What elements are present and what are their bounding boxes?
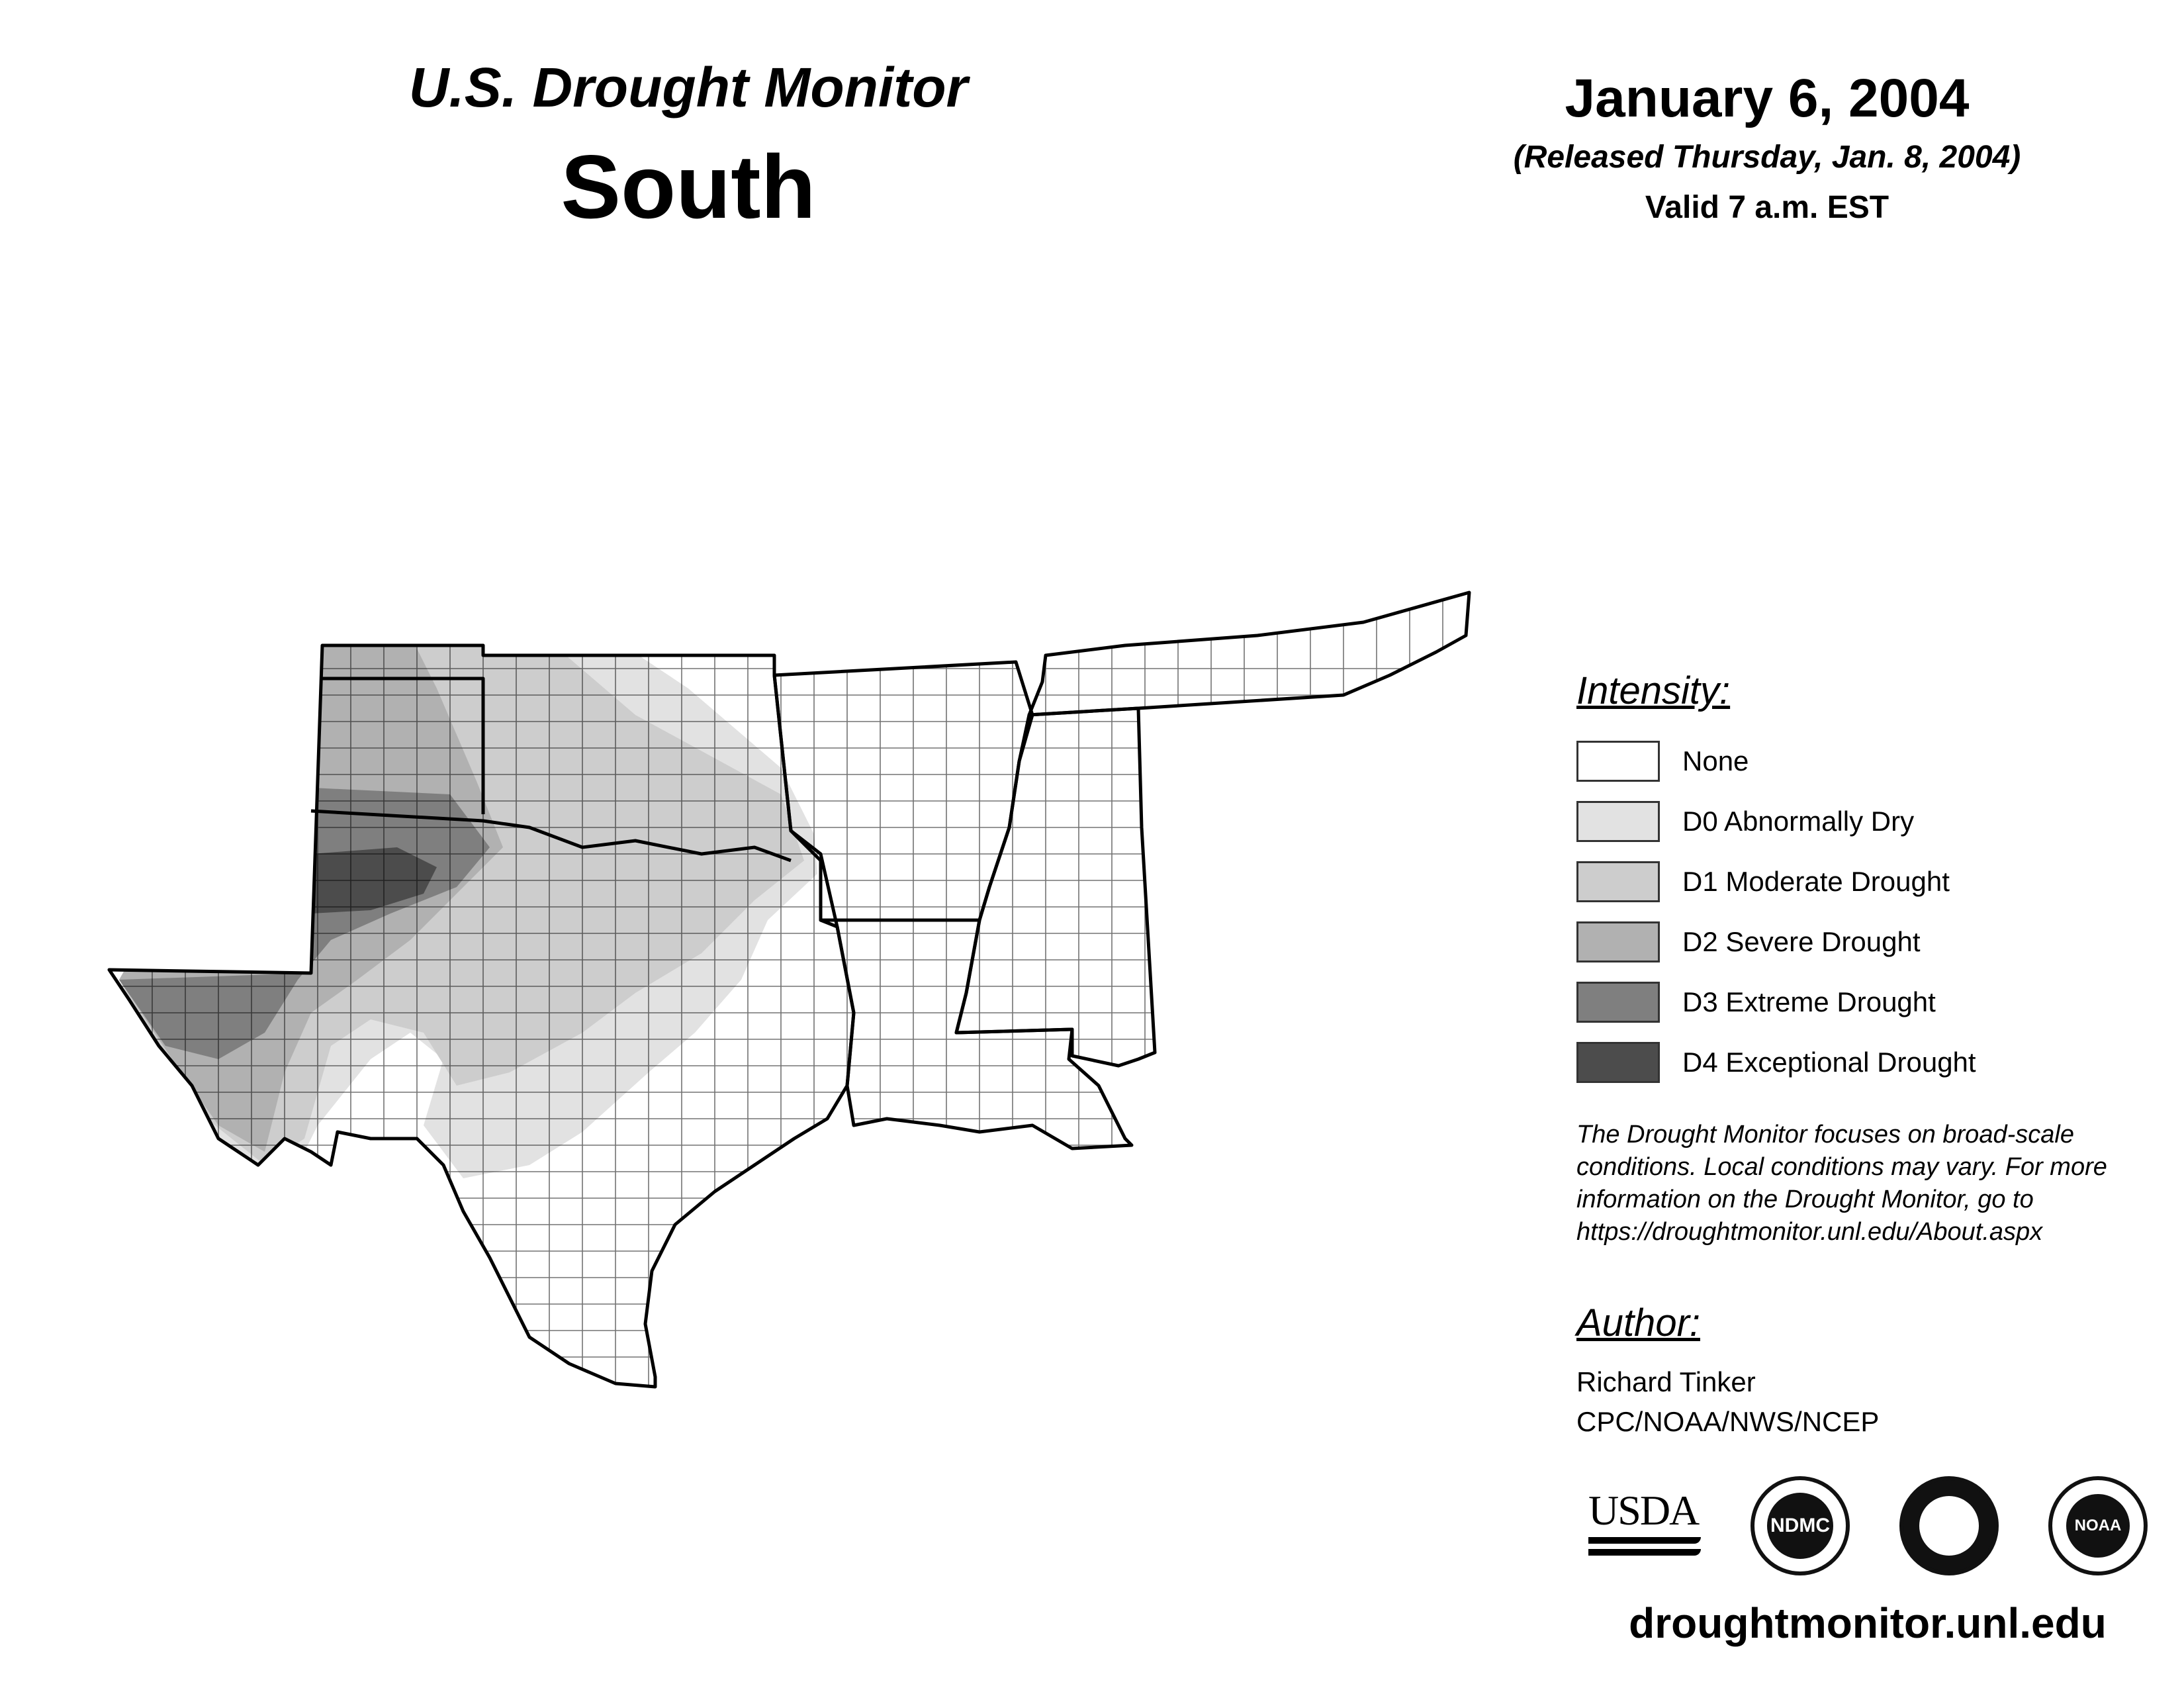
website-link[interactable]: droughtmonitor.unl.edu (1629, 1599, 2107, 1647)
author-block (1576, 1301, 2172, 1442)
ndmc-logo (1751, 1476, 1850, 1575)
release-line: (Released Thursday, Jan. 8, 2004) (1513, 140, 2021, 175)
disclaimer-line: information on the Drought Monitor, go to (1576, 1186, 2034, 1213)
valid-line: Valid 7 a.m. EST (1645, 190, 1889, 225)
legend-swatch (1576, 801, 1660, 842)
legend-item (1576, 738, 2172, 784)
region-title: South (561, 136, 816, 237)
department-of-commerce-seal-icon (1899, 1476, 1999, 1575)
ndmc-logo-text: NDMC (1767, 1493, 1833, 1559)
eagle-shield-icon (1919, 1496, 1979, 1556)
usda-logo-text: USDA (1588, 1487, 1699, 1534)
legend-item (1576, 798, 2172, 845)
legend-item (1576, 979, 2172, 1025)
legend-item (1576, 919, 2172, 965)
usda-stripe-icon (1588, 1549, 1701, 1556)
legend-swatch (1576, 861, 1660, 902)
disclaimer-line: conditions. Local conditions may vary. For more (1576, 1153, 2107, 1181)
author-name: Richard Tinker (1576, 1366, 1756, 1397)
legend-item (1576, 1039, 2172, 1086)
legend-heading: Intensity: (1576, 669, 1731, 712)
legend-swatch (1576, 1042, 1660, 1083)
map-date: January 6, 2004 (1565, 68, 1970, 128)
legend-label: D0 Abnormally Dry (1682, 806, 1915, 837)
legend-swatch (1576, 982, 1660, 1023)
noaa-logo-text: NOAA (2066, 1494, 2130, 1558)
noaa-logo (2048, 1476, 2148, 1575)
usda-stripe-icon (1588, 1537, 1701, 1544)
disclaimer-link[interactable]: https://droughtmonitor.unl.edu/About.aspx (1576, 1218, 2043, 1246)
legend-label: D3 Extreme Drought (1682, 986, 1936, 1017)
legend-label: None (1682, 745, 1749, 776)
legend-items (1576, 738, 2172, 1086)
legend-label: D1 Moderate Drought (1682, 866, 1950, 897)
legend-swatch (1576, 741, 1660, 782)
legend (1576, 669, 2172, 1100)
legend-label: D2 Severe Drought (1682, 926, 1921, 957)
partner-logos (1588, 1476, 2171, 1582)
legend-item (1576, 859, 2172, 905)
legend-label: D4 Exceptional Drought (1682, 1047, 1976, 1078)
disclaimer (1576, 1119, 2172, 1248)
usda-logo (1588, 1489, 1701, 1575)
author-heading: Author: (1576, 1301, 1700, 1344)
disclaimer-line: The Drought Monitor focuses on broad-scale (1576, 1121, 2074, 1149)
legend-swatch (1576, 921, 1660, 962)
product-title: U.S. Drought Monitor (408, 56, 968, 118)
author-organization: CPC/NOAA/NWS/NCEP (1576, 1406, 1880, 1437)
